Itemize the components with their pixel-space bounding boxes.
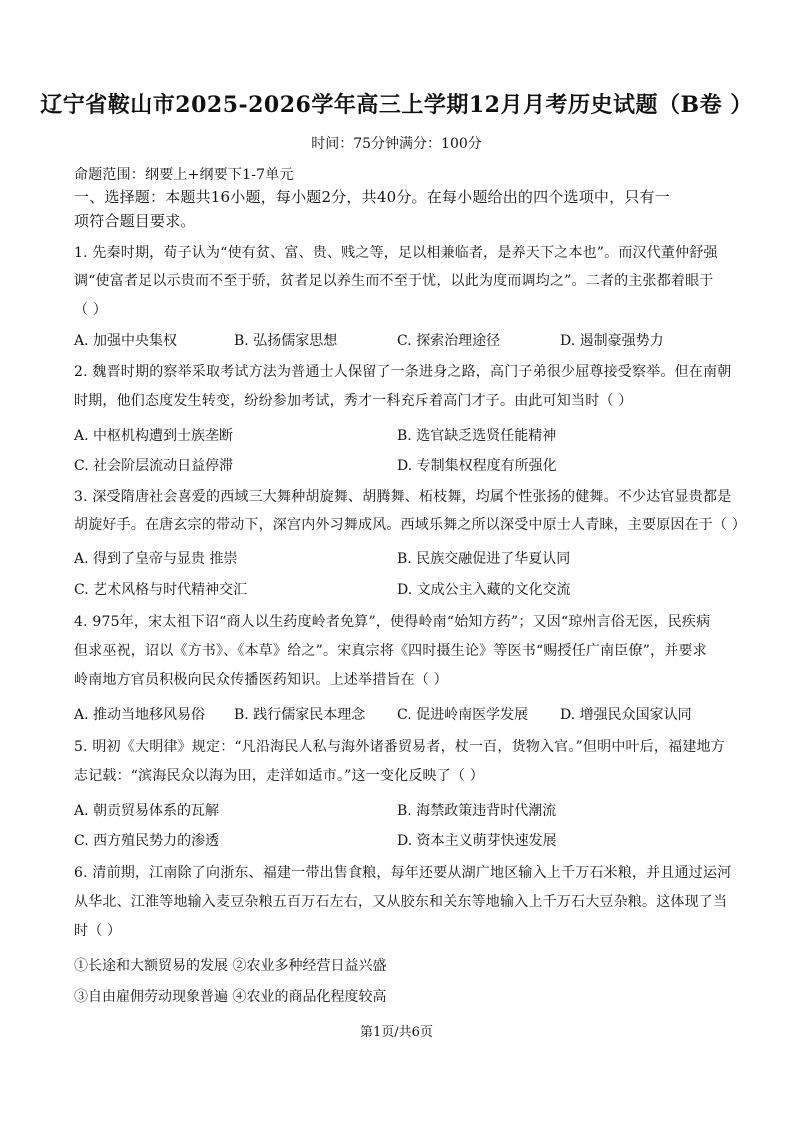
option-d: D. 资本主义萌芽快速发展 (397, 833, 557, 849)
option-d: D. 文成公主入藏的文化交流 (397, 582, 571, 598)
question-text-line: 志记载：“滨海民众以海为田，走洋如适市。”这一变化反映了（ ） (74, 768, 484, 784)
question-text-line: 2. 魏晋时期的察举采取考试方法为普通士人保留了一条进身之路，高门子弟很少屈尊接受察举。但在南朝 (74, 364, 732, 380)
option-c: C. 西方殖民势力的渗透 (74, 833, 220, 849)
section-heading-line-1: 一、选择题：本题共16小题，每小题2分，共40分。在每小题给出的四个选项中，只有一 (74, 188, 670, 206)
page-number: 第1页/共6页 (360, 1025, 433, 1040)
question-text-line: 但求巫祝，诏以《方书》、《本草》给之”。宋真宗将《四时摄生论》等医书“赐授任广南臣僚”，并要求 (74, 643, 707, 659)
question-text-line: 6. 清前期，江南除了向浙东、福建一带出售食粮，每年还要从湖广地区输入上千万石米粮，并且通过运河 (74, 865, 732, 881)
question-text-line: 调“使富者足以示贵而不至于骄，贫者足以养生而不至于忧，以此为度而调均之”。二者的主张都着眼于 (74, 273, 714, 289)
option-c: C. 促进岭南医学发展 (397, 707, 529, 723)
option-d: D. 专制集权程度有所强化 (397, 458, 557, 474)
question-text-line: 时期，他们态度发生转变，纷纷参加考试，秀才一科充斥着高门才子。由此可知当时（ ） (74, 393, 633, 409)
exam-time-score: 时间：75分钟满分：100分 (311, 136, 482, 152)
option-c: C. 探索治理途径 (397, 333, 501, 349)
option-b: B. 民族交融促进了华夏认同 (397, 551, 571, 567)
question-text-line: 5. 明初《大明律》规定：“凡沿海民人私与海外诸番贸易者，杖一百，货物入官。”但明中叶后，福建地方 (74, 739, 725, 755)
question-text-line: 胡旋好手。在唐玄宗的带动下，深宫内外习舞成风。西域乐舞之所以深受中原士人青睐，主要原因在于（ ） (74, 517, 747, 533)
section-heading-line-2: 项符合题目要求。 (74, 212, 196, 230)
option-d: D. 增强民众国家认同 (560, 707, 692, 723)
exam-title: 辽宁省鞍山市2025-2026学年高三上学期12月月考历史试题（B卷 ） (40, 92, 753, 118)
question-text-line: 时（ ） (74, 923, 122, 939)
statement-option-line: ③自由雇佣劳动现象普遍 ④农业的商品化程度较高 (74, 989, 387, 1005)
option-b: B. 弘扬儒家思想 (234, 333, 338, 349)
option-c: C. 社会阶层流动日益停滞 (74, 458, 234, 474)
option-b: B. 海禁政策违背时代潮流 (397, 803, 557, 819)
option-a: A. 加强中央集权 (74, 333, 178, 349)
exam-scope: 命题范围：纲要上+纲要下1-7单元 (74, 167, 294, 183)
option-b: B. 选官缺乏选贤任能精神 (397, 428, 557, 444)
statement-option-line: ①长途和大额贸易的发展 ②农业多种经营日益兴盛 (74, 958, 387, 974)
option-a: A. 得到了皇帝与显贵 推崇 (74, 551, 238, 567)
option-a: A. 推动当地移风易俗 (74, 707, 206, 723)
option-c: C. 艺术风格与时代精神交汇 (74, 582, 248, 598)
question-text-line: 从华北、江淮等地输入麦豆杂粮五百万石左右，又从胶东和关东等地输入上千万石大豆杂粮。这体现了当 (74, 894, 728, 910)
option-a: A. 朝贡贸易体系的瓦解 (74, 803, 220, 819)
option-d: D. 遏制豪强势力 (560, 333, 664, 349)
question-text-line: 3. 深受隋唐社会喜爱的西域三大舞种胡旋舞、胡腾舞、柘枝舞，均属个性张扬的健舞。不少达官显贵都是 (74, 489, 732, 505)
question-text-line: 1. 先秦时期，荀子认为“使有贫、富、贵、贱之等，足以相兼临者，是养天下之本也”。而汉代董仲舒强 (74, 245, 718, 261)
option-b: B. 践行儒家民本理念 (234, 707, 366, 723)
question-text-line: 4. 975年，宋太祖下诏“商人以生药度岭者免算”，使得岭南“始知方药”；又因“琼州言俗无医，民疾病 (74, 614, 711, 630)
question-text-line: 岭南地方官员积极向民众传播医药知识。上述举措旨在（ ） (74, 672, 448, 688)
question-text-line: （ ） (74, 302, 108, 318)
option-a: A. 中枢机构遭到士族垄断 (74, 428, 234, 444)
